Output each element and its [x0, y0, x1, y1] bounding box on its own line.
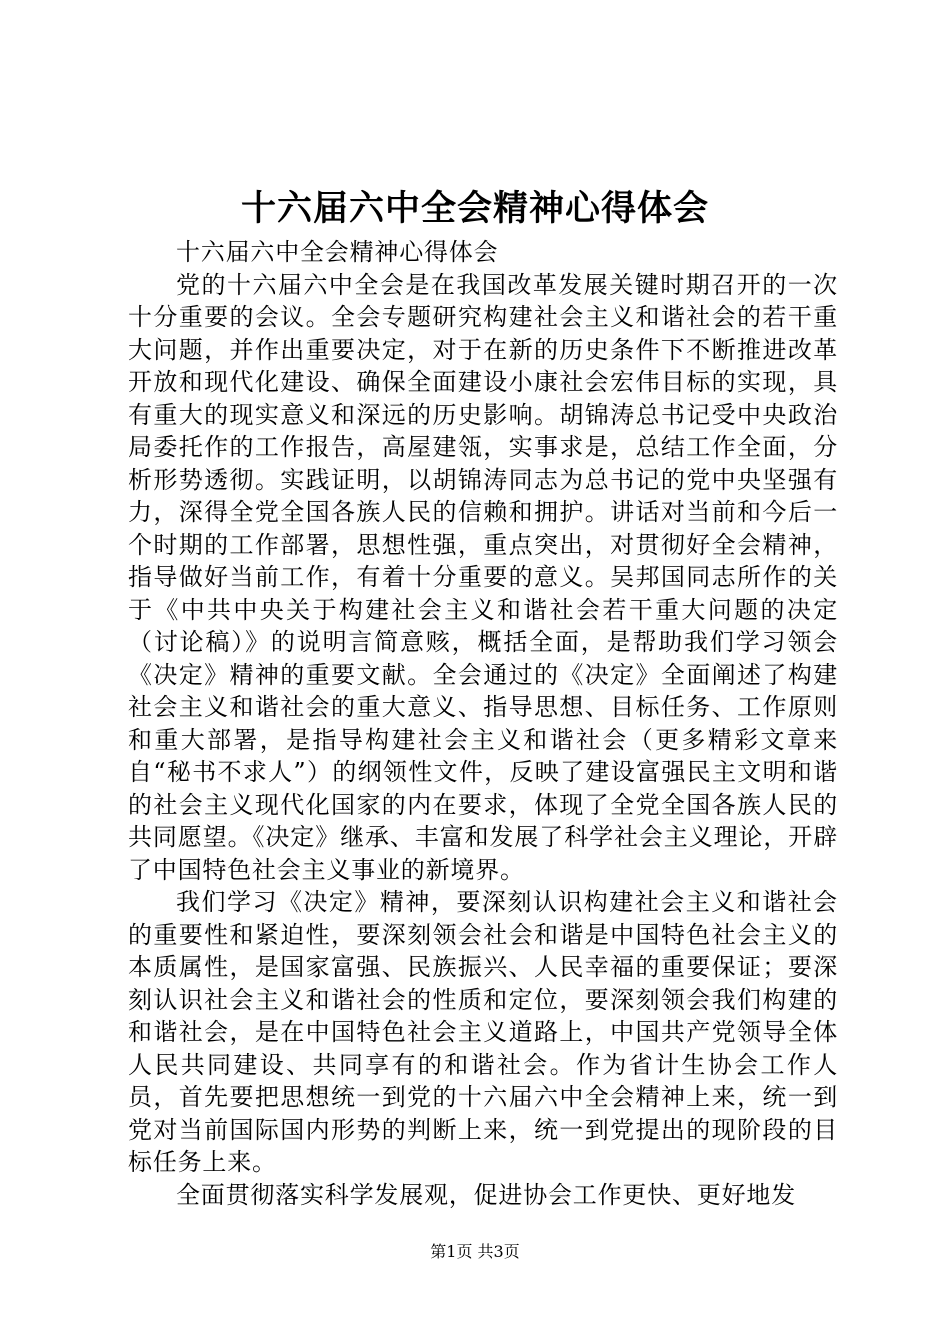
document-body	[128, 236, 838, 1211]
paragraph: 十六届六中全会精神心得体会	[176, 238, 499, 266]
document-title: 十六届六中全会精神心得体会	[240, 188, 709, 229]
paragraph: 党的十六届六中全会是在我国改革发展关键时期召开的一次十分重要的会议。全会专题研究构建社会主义和谐社会的若干重大问题，并作出重要决定，对于在新的历史条件下不断推进改革开放和现代化建设、确保全面建设小康社会宏伟目标的实现，具有重大的现实意义和深远的历史影响。胡锦涛总书记受中央政治局委托作的工作报告，高屋建瓴，实事求是，总结工作全面，分析形势透彻。实践证明，以胡锦涛同志为总书记的党中央坚强有力，深得全党全国各族人民的信赖和拥护。讲话对当前和今后一个时期的工作部署，思想性强，重点突出，对贯彻好全会精神，指导做好当前工作，有着十分重要的意义。吴邦国同志所作的关于《中共中央关于构建社会主义和谐社会若干重大问题的决定（讨论稿）》的说明言简意赅，概括全面，是帮助我们学习领会《决定》精神的重要文献。全会通过的《决定》全面阐述了构建社会主义和谐社会的重大意义、指导思想、目标任务、工作原则和重大部署，是指导构建社会主义和谐社会（更多精彩文章来自“秘书不求人”）的纲领性文件，反映了建设富强民主文明和谐的社会主义现代化国家的内在要求，体现了全党全国各族人民的共同愿望。《决定》继承、丰富和发展了科学社会主义理论，开辟了中国特色社会主义事业的新境界。	[128, 270, 838, 884]
paragraph: 全面贯彻落实科学发展观，促进协会工作更快、更好地发	[176, 1180, 796, 1209]
paragraph: 我们学习《决定》精神，要深刻认识构建社会主义和谐社会的重要性和紧迫性，要深刻领会社会和谐是中国特色社会主义的本质属性，是国家富强、民族振兴、人民幸福的重要保证；要深刻认识社会主义和谐社会的性质和定位，要深刻领会我们构建的和谐社会，是在中国特色社会主义道路上，中国共产党领导全体人民共同建设、共同享有的和谐社会。作为省计生协会工作人员，首先要把思想统一到党的十六届六中全会精神上来，统一到党对当前国际国内形势的判断上来，统一到党提出的现阶段的目标任务上来。	[128, 888, 838, 1176]
page-footer: 第1页 共3页	[430, 1242, 520, 1261]
